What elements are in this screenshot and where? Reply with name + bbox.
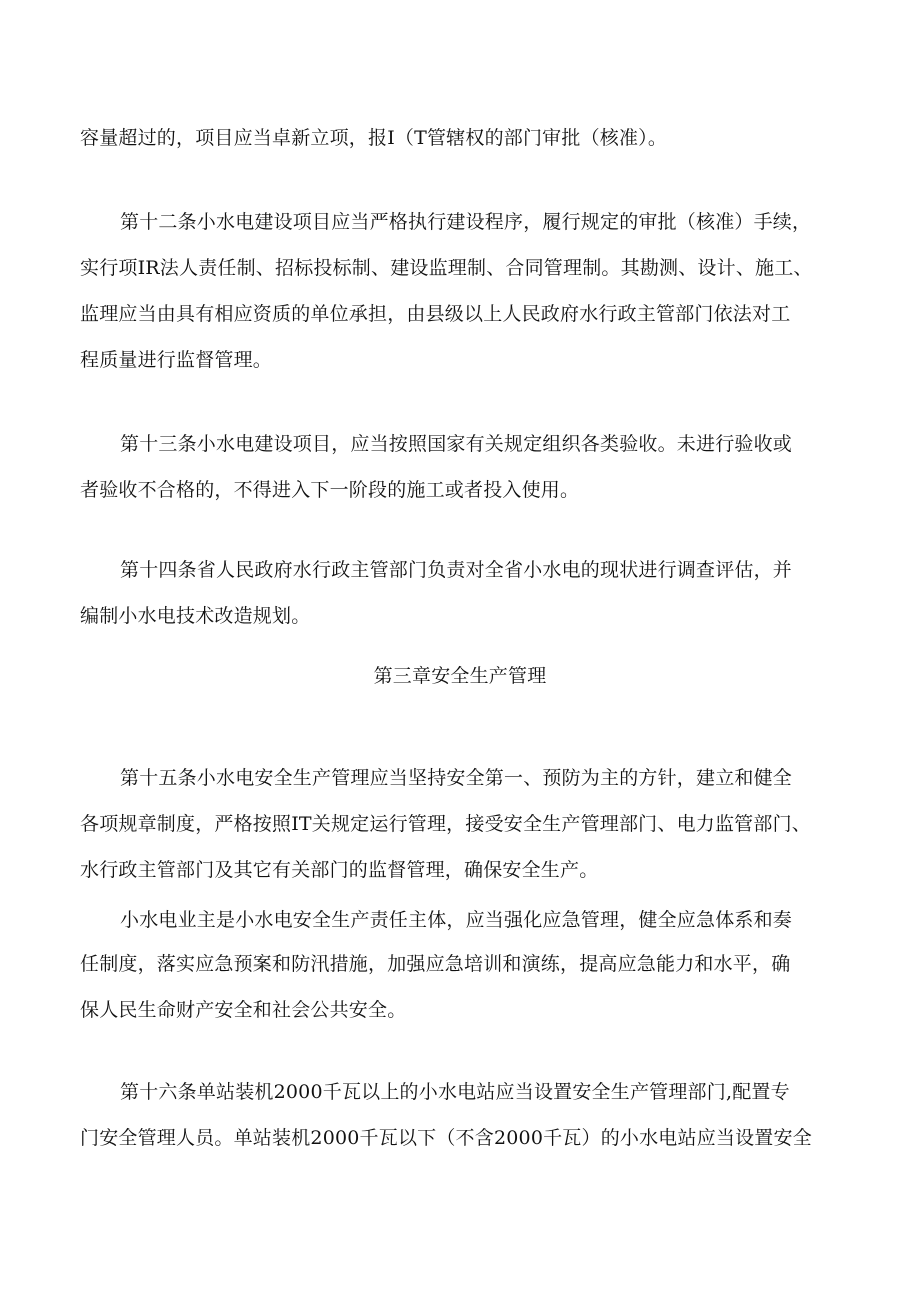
article-15-para-2-line-3: 保人民生命财产安全和社会公共安全。 <box>80 999 407 1021</box>
article-15-para-2-line-2: 任制度，落实应急预案和防汛措施，加强应急培训和演练，提高应急能力和水平，确 <box>80 953 791 975</box>
article-12-line-3: 监理应当由具有相应资质的单位承担，由县级以上人民政府水行政主管部门依法对工 <box>80 303 791 325</box>
article-13-line-2: 者验收不合格的，不得进入下一阶段的施工或者投入使用。 <box>80 479 580 501</box>
chapter-heading: 第三章安全生产管理 <box>373 665 547 687</box>
paragraph-line: 容量超过的，项目应当卓新立项，报I（T管辖权的部门审批（核准）。 <box>80 127 668 149</box>
article-16-line-2: 门安全管理人员。单站装机2000千瓦以下（不含2000千瓦）的小水电站应当设置安全 <box>80 1127 812 1149</box>
article-16-line-1: 第十六条单站装机2000千瓦以上的小水电站应当设置安全生产管理部门,配置专 <box>120 1081 790 1103</box>
article-14-line-1: 第十四条省人民政府水行政主管部门负责对全省小水电的现状进行调查评估，并 <box>120 559 793 581</box>
article-12-line-4: 程质量进行监督管理。 <box>80 349 273 371</box>
article-15-line-1: 第十五条小水电安全生产管理应当坚持安全第一、预防为主的方针，建立和健全 <box>120 767 793 789</box>
article-13-line-1: 第十三条小水电建设项目，应当按照国家有关规定组织各类验收。未进行验收或 <box>120 433 793 455</box>
article-15-line-2: 各项规章制度，严格按照IT关规定运行管理，接受安全生产管理部门、电力监管部门、 <box>80 813 811 835</box>
article-14-line-2: 编制小水电技术改造规划。 <box>80 605 311 627</box>
article-15-line-3: 水行政主管部门及其它有关部门的监督管理，确保安全生产。 <box>80 859 599 881</box>
article-12-line-2: 实行项IR法人责任制、招标投标制、建设监理制、合同管理制。其勘测、设计、施工、 <box>80 257 813 279</box>
article-15-para-2-line-1: 小水电业主是小水电安全生产责任主体，应当强化应急管理，健全应急体系和奏 <box>120 909 793 931</box>
article-12-line-1: 第十二条小水电建设项目应当严格执行建设程序，履行规定的审批（核准）手续， <box>120 211 812 233</box>
